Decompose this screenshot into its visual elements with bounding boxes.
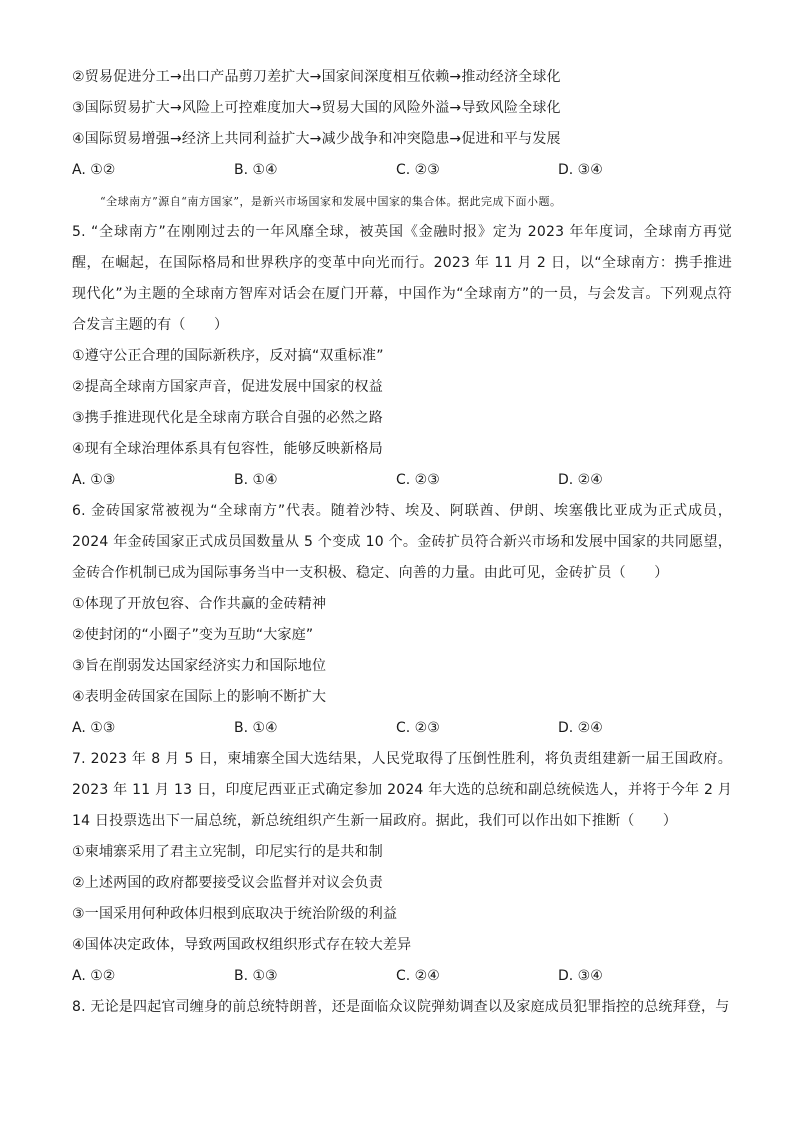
q8-stem: 8. 无论是四起官司缠身的前总统特朗普，还是面临众议院弹劾调查以及家庭成员犯罪指控的总统拜登，与 (72, 999, 730, 1015)
q5-choice-c: C. ②③ (396, 472, 440, 488)
question-7 (72, 744, 732, 992)
q6-option-3: ③旨在削弱发达国家经济实力和国际地位 (72, 658, 327, 674)
q5-option-2: ②提高全球南方国家声音，促进发展中国家的权益 (72, 379, 383, 395)
q4-option-3: ③国际贸易扩大→风险上可控难度加大→贸易大国的风险外溢→导致风险全球化 (72, 100, 561, 116)
q7-choice-a: A. ①② (72, 968, 116, 984)
q4-choices (72, 155, 732, 186)
q5-choices (72, 465, 732, 496)
q7-option-2: ②上述两国的政府都要接受议会监督并对议会负责 (72, 875, 383, 891)
q6-stem: 6. 金砖国家常被视为“全球南方”代表。随着沙特、埃及、阿联酋、伊朗、埃塞俄比亚成为正式成员，2024 年金砖国家正式成员国数量从 5 个变成 10 个。金砖扩员符合新兴市场和发展中国家的共同愿望，金砖合作机制已成为国际事务当中一支积极、稳定、向善的力量。由此可见，金砖扩员（ ） (72, 503, 732, 581)
q7-choice-b: B. ①③ (234, 968, 278, 984)
q6-option-2: ②使封闭的“小圈子”变为互助“大家庭” (72, 627, 314, 643)
group-intro: “全球南方”源自“南方国家”，是新兴市场国家和发展中国家的集合体。据此完成下面小题。 (100, 195, 562, 208)
question-6 (72, 496, 732, 744)
q5-stem: 5. “全球南方”在刚刚过去的一年风靡全球，被英国《金融时报》定为 2023 年年度词，全球南方再觉醒，在崛起，在国际格局和世界秩序的变革中向光而行。2023 年 11 月 2 日，以“全球南方：携手推进现代化”为主题的全球南方智库对话会在厦门开幕，中国作为“全球南方”的一员，与会发言。下列观点符合发言主题的有（ ） (72, 224, 732, 333)
q7-option-1: ①柬埔寨采用了君主立宪制，印尼实行的是共和制 (72, 844, 383, 860)
q6-choice-a: A. ①③ (72, 720, 116, 736)
q5-option-1: ①遵守公正合理的国际新秩序，反对搞“双重标准” (72, 348, 384, 364)
q6-option-4: ④表明金砖国家在国际上的影响不断扩大 (72, 689, 327, 705)
q4-choice-b: B. ①④ (234, 162, 278, 178)
q6-option-1: ①体现了开放包容、合作共赢的金砖精神 (72, 596, 327, 612)
q7-choices (72, 961, 732, 992)
q4-option-2: ②贸易促进分工→出口产品剪刀差扩大→国家间深度相互依赖→推动经济全球化 (72, 69, 561, 85)
q7-stem: 7. 2023 年 8 月 5 日，柬埔寨全国大选结果，人民党取得了压倒性胜利，将负责组建新一届王国政府。2023 年 11 月 13 日，印度尼西亚正式确定参加 2024 年大选的总统和副总统候选人，并将于今年 2 月 14 日投票选出下一届总统，新总统组织产生新一届政府。据此，我们可以作出如下推断（ ） (72, 751, 732, 829)
q4-choice-a: A. ①② (72, 162, 116, 178)
question-8 (72, 992, 732, 1023)
q5-choice-d: D. ②④ (558, 472, 603, 488)
q6-choices (72, 713, 732, 744)
q6-choice-b: B. ①④ (234, 720, 278, 736)
q5-choice-a: A. ①③ (72, 472, 116, 488)
q4-option-4: ④国际贸易增强→经济上共同利益扩大→减少战争和冲突隐患→促进和平与发展 (72, 131, 561, 147)
q4-choice-c: C. ②③ (396, 162, 440, 178)
q6-choice-c: C. ②③ (396, 720, 440, 736)
q5-option-4: ④现有全球治理体系具有包容性，能够反映新格局 (72, 441, 383, 457)
q5-choice-b: B. ①④ (234, 472, 278, 488)
question-4-continuation (72, 62, 732, 186)
q7-choice-d: D. ③④ (558, 968, 603, 984)
q6-choice-d: D. ②④ (558, 720, 603, 736)
q7-option-3: ③一国采用何种政体归根到底取决于统治阶级的利益 (72, 906, 398, 922)
question-5 (72, 217, 732, 496)
q7-choice-c: C. ②④ (396, 968, 440, 984)
q7-option-4: ④国体决定政体，导致两国政权组织形式存在较大差异 (72, 937, 412, 953)
exam-page (72, 62, 732, 1023)
q4-choice-d: D. ③④ (558, 162, 603, 178)
q5-option-3: ③携手推进现代化是全球南方联合自强的必然之路 (72, 410, 383, 426)
